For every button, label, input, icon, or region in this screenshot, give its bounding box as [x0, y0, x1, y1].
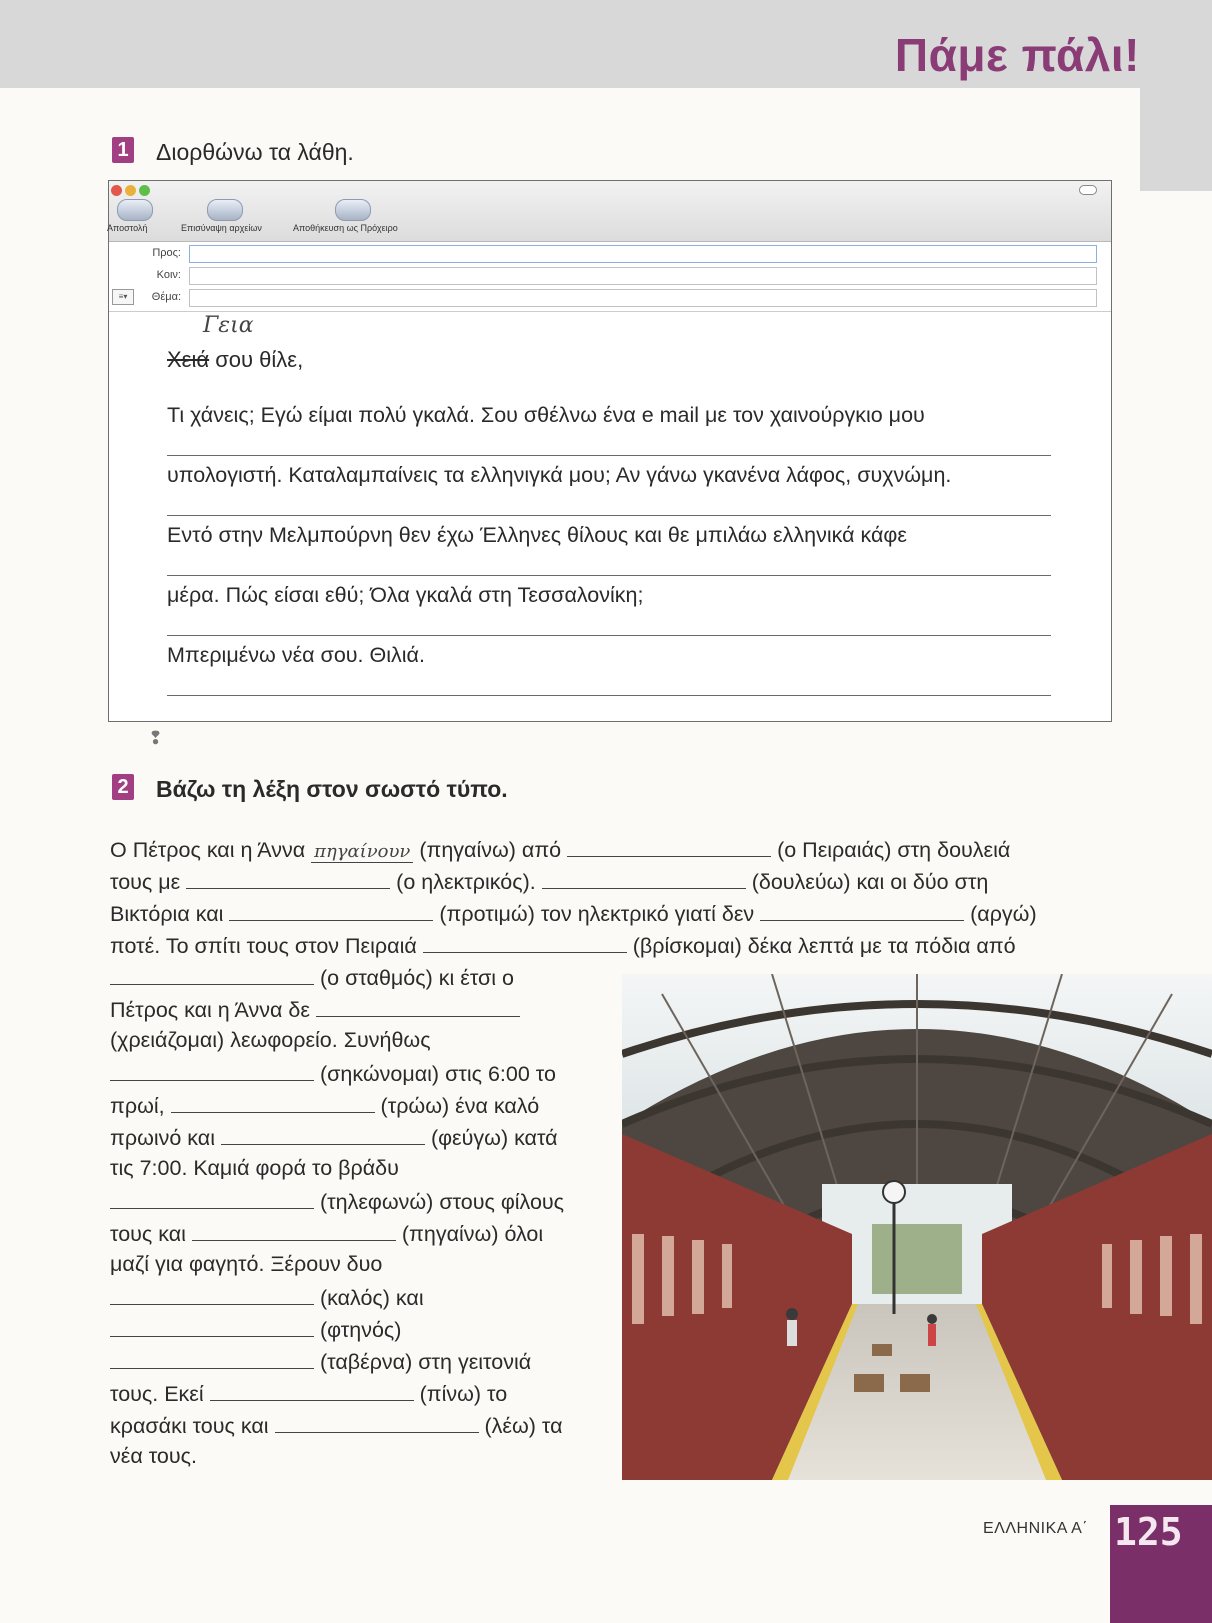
- exercise-2-number: 2: [112, 774, 134, 800]
- subject-field[interactable]: [189, 289, 1097, 307]
- exercise-line: [110, 900, 1037, 927]
- answer-blank[interactable]: [316, 996, 520, 1017]
- answer-blank[interactable]: [110, 1060, 314, 1081]
- mail-greeting: [167, 347, 303, 373]
- answer-blank[interactable]: [210, 1380, 414, 1401]
- text: (πηγαίνω) όλοι: [395, 1222, 544, 1246]
- exercise-line: [110, 1380, 507, 1407]
- mail-line: υπολογιστή. Καταλαμπαίνεις τα ελληνιγκά μου; Αν γάνω γκανένα λάφος, συχνώμη.: [167, 463, 952, 487]
- exercise-line: [110, 1124, 558, 1151]
- exercise-line: [110, 1220, 543, 1247]
- answer-blank[interactable]: [110, 964, 314, 985]
- text: (δουλεύω) και οι δύο στη: [745, 870, 989, 894]
- exercise-line: [110, 1316, 401, 1343]
- to-field[interactable]: [189, 245, 1097, 263]
- exercise-line: (χρειάζομαι) λεωφορείο. Συνήθως: [110, 1028, 431, 1052]
- answer-blank[interactable]: [110, 1316, 314, 1337]
- exercise-line: τις 7:00. Καμιά φορά το βράδυ: [110, 1156, 399, 1180]
- text: (ο ηλεκτρικός).: [390, 870, 542, 894]
- text: (πίνω) το: [413, 1382, 508, 1406]
- text: (βρίσκομαι) δέκα λεπτά με τα πόδια από: [626, 934, 1016, 958]
- text: (προτιμώ) τον ηλεκτρικό γιατί δεν: [433, 902, 761, 926]
- text: (λέω) τα: [478, 1414, 563, 1438]
- text: (αργώ): [964, 902, 1037, 926]
- text: Βικτόρια και: [110, 902, 230, 926]
- save-draft-icon[interactable]: [335, 199, 371, 221]
- answer-line[interactable]: [167, 575, 1051, 576]
- toolbar-toggle-button[interactable]: [1079, 185, 1097, 195]
- answer-line[interactable]: [167, 635, 1051, 636]
- answer-blank[interactable]: [171, 1092, 375, 1113]
- exercise-line: [110, 996, 520, 1023]
- text: (ο σταθμός) κι έτσι ο: [314, 966, 514, 990]
- text: (φτηνός): [314, 1318, 402, 1342]
- answer-line[interactable]: [167, 455, 1051, 456]
- page-number: 125: [1114, 1510, 1183, 1554]
- exercise-line: [110, 1092, 539, 1119]
- subject-label: Θέμα:: [151, 291, 181, 303]
- answer-line[interactable]: [167, 695, 1051, 696]
- mail-line: μέρα. Πώς είσαι εθύ; Όλα γκαλά στη Τεσσαλονίκη;: [167, 583, 644, 607]
- send-button[interactable]: Αποστολή: [107, 223, 148, 233]
- answer-blank[interactable]: [110, 1188, 314, 1209]
- email-window: [108, 180, 1112, 722]
- mail-line: Εντό στην Μελμπούρνη θεν έχω Έλληνες θίλους και θε μπιλάω ελληνικά κάφε: [167, 523, 907, 547]
- exercise-line: [110, 1188, 564, 1215]
- exercise-line: [110, 836, 1010, 863]
- cc-label: Κοιν:: [156, 269, 181, 281]
- exercise-1-title: Διορθώνω τα λάθη.: [156, 139, 354, 165]
- answer-blank[interactable]: [229, 900, 433, 921]
- answer-blank[interactable]: [760, 900, 964, 921]
- to-row: [109, 243, 1111, 265]
- exercise-line: [110, 1412, 563, 1439]
- answer-blank[interactable]: [192, 1220, 396, 1241]
- answer-blank[interactable]: [186, 868, 390, 889]
- save-draft-button[interactable]: Αποθήκευση ως Πρόχειρο: [293, 223, 398, 233]
- text: πρωινό και: [110, 1126, 221, 1150]
- train-station-photo: [622, 974, 1212, 1480]
- cc-field[interactable]: [189, 267, 1097, 285]
- book-title: ΕΛΛΗΝΙΚΑ Α΄: [983, 1520, 1089, 1537]
- text: πρωί,: [110, 1094, 171, 1118]
- close-window-button[interactable]: [111, 185, 122, 196]
- answer-blank[interactable]: [275, 1412, 479, 1433]
- attach-button[interactable]: Επισύναψη αρχείων: [181, 223, 262, 233]
- divider: [109, 311, 1111, 312]
- text: (καλός) και: [314, 1286, 424, 1310]
- header-band-tab: [1140, 88, 1212, 191]
- text: τους και: [110, 1222, 192, 1246]
- exercise-line: [110, 964, 514, 991]
- exercise-line: [110, 1348, 531, 1375]
- exercise-line: μαζί για φαγητό. Ξέρουν δυο: [110, 1252, 383, 1276]
- answer-blank[interactable]: [110, 1348, 314, 1369]
- mail-toolbar: [109, 181, 1111, 242]
- mail-line: Τι χάνεις; Εγώ είμαι πολύ γκαλά. Σου σθέλνω ένα e mail με τον χαινούργκιο μου: [167, 403, 925, 427]
- minimize-window-button[interactable]: [125, 185, 136, 196]
- struck-word: Χειά: [167, 347, 210, 372]
- exercise-line: [110, 1060, 556, 1087]
- to-label: Προς:: [152, 247, 181, 259]
- exercise-line: [110, 932, 1016, 959]
- header-options-button[interactable]: ≡▾: [112, 289, 134, 305]
- exercise-line: νέα τους.: [110, 1444, 197, 1468]
- answer-blank[interactable]: [542, 868, 746, 889]
- text: (σηκώνομαι) στις 6:00 το: [314, 1062, 556, 1086]
- exercise-2-title: Βάζω τη λέξη στον σωστό τύπο.: [156, 776, 508, 802]
- cc-row: [109, 265, 1111, 287]
- text: τους με: [110, 870, 187, 894]
- send-icon[interactable]: [117, 199, 153, 221]
- mail-line: Μπεριμένω νέα σου. Θιλιά.: [167, 643, 425, 667]
- exercise-line: [110, 1284, 424, 1311]
- text: (ταβέρνα) στη γειτονιά: [314, 1350, 532, 1374]
- answer-blank[interactable]: [423, 932, 627, 953]
- exercise-line: [110, 868, 988, 895]
- page-title: Πάμε πάλι!: [894, 29, 1140, 81]
- text: τους. Εκεί: [110, 1382, 210, 1406]
- text: (πηγαίνω) από: [413, 838, 568, 862]
- text: (φεύγω) κατά: [424, 1126, 558, 1150]
- text: ποτέ. Το σπίτι τους στον Πειραιά: [110, 934, 423, 958]
- exercise-1-number: 1: [112, 137, 134, 163]
- text: κρασάκι τους και: [110, 1414, 275, 1438]
- text: (ο Πειραιάς) στη δουλειά: [771, 838, 1011, 862]
- subject-row: [109, 287, 1111, 309]
- text: Ο Πέτρος και η Άννα: [110, 838, 312, 862]
- handwritten-correction: Γεια: [203, 313, 254, 338]
- zoom-window-button[interactable]: [139, 185, 150, 196]
- text: (τρώω) ένα καλό: [374, 1094, 540, 1118]
- answer-blank[interactable]: [567, 836, 771, 857]
- attach-icon[interactable]: [207, 199, 243, 221]
- pin-icon: ❢: [148, 728, 164, 748]
- filled-answer: πηγαίνουν: [311, 841, 413, 863]
- text: Πέτρος και η Άννα δε: [110, 998, 316, 1022]
- answer-blank[interactable]: [110, 1284, 314, 1305]
- greeting-rest: σου θίλε,: [209, 347, 304, 372]
- answer-line[interactable]: [167, 515, 1051, 516]
- answer-blank[interactable]: [221, 1124, 425, 1145]
- text: (τηλεφωνώ) στους φίλους: [314, 1190, 565, 1214]
